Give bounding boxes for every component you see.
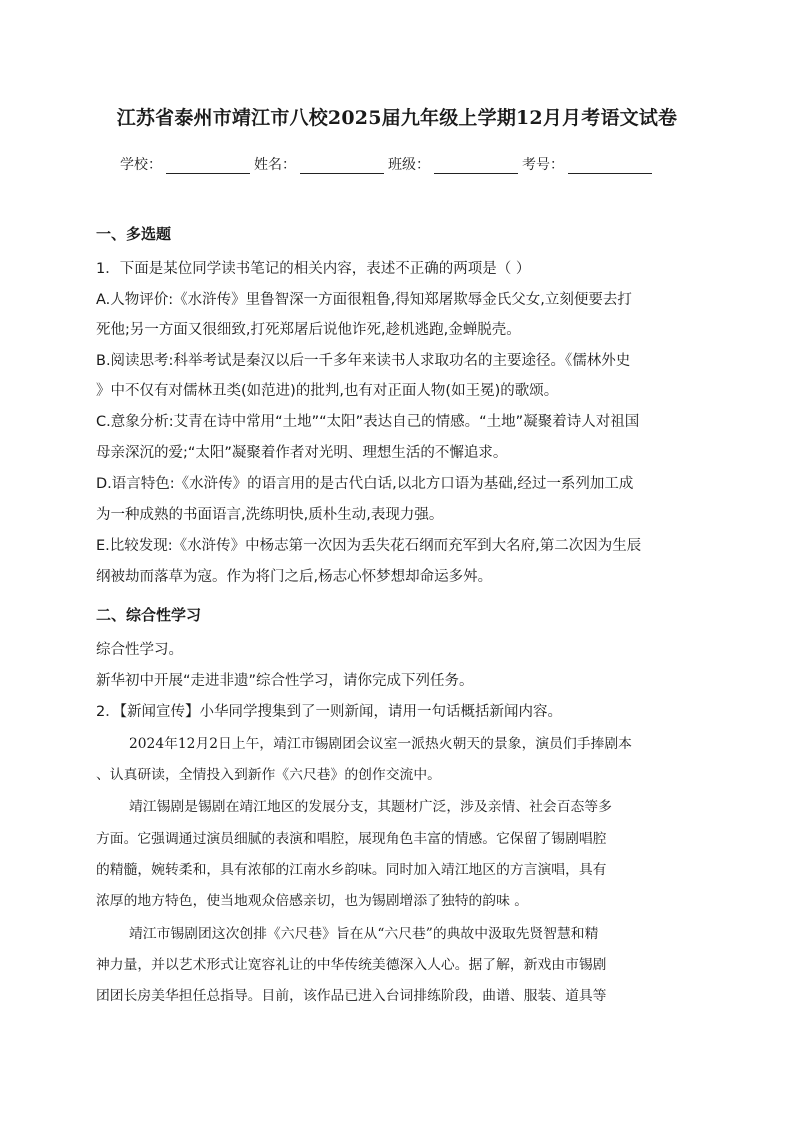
option-c-line-2: 母亲深沉的爱;“太阳”凝聚着作者对光明、理想生活的不懈追求。 [96, 445, 508, 461]
exam-number-blank[interactable] [568, 157, 652, 174]
option-a-line-1: A.人物评价:《水浒传》里鲁智深一方面很粗鲁,得知郑屠欺辱金氏父女,立刻便要去打 [96, 292, 632, 308]
activity-description: 新华初中开展“走进非遗”综合性学习，请你完成下列任务。 [96, 673, 474, 689]
school-label: 学校： [120, 157, 162, 173]
question-2-stem: 2．【新闻宣传】小华同学搜集到了一则新闻，请用一句话概括新闻内容。 [96, 704, 562, 720]
exam-title: 江苏省泰州市靖江市八校2025届九年级上学期12月月考语文试卷 [116, 107, 678, 129]
option-a-line-2: 死他;另一方面又很细致,打死郑屠后说他诈死,趁机逃跑,金蝉脱壳。 [96, 322, 521, 338]
class-blank[interactable] [434, 157, 518, 174]
news-line: 浓厚的地方特色，使当地观众倍感亲切，也为锡剧增添了独特的韵味 。 [96, 893, 529, 909]
question-1-stem: 1．下面是某位同学读书笔记的相关内容，表述不正确的两项是（ ） [96, 261, 531, 277]
news-line: 神力量，并以艺术形式让宽容礼让的中华传统美德深入人心。据了解，新戏由市锡剧 [96, 957, 607, 973]
news-line: 团团长房美华担任总指导。目前，该作品已进入台词排练阶段，曲谱、服装、道具等 [96, 988, 607, 1004]
section-heading-multiple-choice: 一、多选题 [96, 225, 172, 243]
news-line: 的精髓，婉转柔和，具有浓郁的江南水乡韵味。同时加入靖江地区的方言演唱，具有 [96, 862, 607, 878]
news-line: 、认真研读，全情投入到新作《六尺巷》的创作交流中。 [96, 767, 441, 783]
option-e-line-2: 纲被劫而落草为寇。作为将门之后,杨志心怀梦想却命运多舛。 [96, 569, 493, 585]
news-line: 靖江锡剧是锡剧在靖江地区的发展分支，其题材广泛，涉及亲情、社会百态等多 [129, 799, 612, 815]
option-d-line-2: 为一种成熟的书面语言,洗练明快,质朴生动,表现力强。 [96, 507, 444, 523]
name-label: 姓名： [254, 157, 296, 173]
section-heading-comprehensive: 二、综合性学习 [96, 606, 202, 624]
student-info-row [120, 154, 680, 174]
news-line: 2024年12月2日上午，靖江市锡剧团会议室一派热火朝天的景象，演员们手捧剧本 [129, 736, 632, 752]
option-b-line-1: B.阅读思考:科举考试是秦汉以后一千多年来读书人求取功名的主要途径。《儒林外史 [96, 353, 631, 369]
comprehensive-intro: 综合性学习。 [96, 642, 183, 658]
option-e-line-1: E.比较发现:《水浒传》中杨志第一次因为丢失花石纲而充军到大名府,第二次因为生辰 [96, 538, 642, 554]
exam-number-label: 考号： [522, 157, 564, 173]
option-c-line-1: C.意象分析:艾青在诗中常用“土地”“太阳”表达自己的情感。“土地”凝聚着诗人对祖国 [96, 414, 640, 430]
class-label: 班级： [388, 157, 430, 173]
news-line: 方面。它强调通过演员细腻的表演和唱腔，展现角色丰富的情感。它保留了锡剧唱腔 [96, 831, 607, 847]
news-line: 靖江市锡剧团这次创排《六尺巷》旨在从“六尺巷”的典故中汲取先贤智慧和精 [129, 926, 599, 942]
school-blank[interactable] [166, 157, 250, 174]
option-d-line-1: D.语言特色:《水浒传》的语言用的是古代白话,以北方口语为基础,经过一系列加工成 [96, 476, 634, 492]
name-blank[interactable] [300, 157, 384, 174]
option-b-line-2: 》中不仅有对儒林丑类(如范进)的批判,也有对正面人物(如王冕)的歌颂。 [96, 383, 559, 399]
